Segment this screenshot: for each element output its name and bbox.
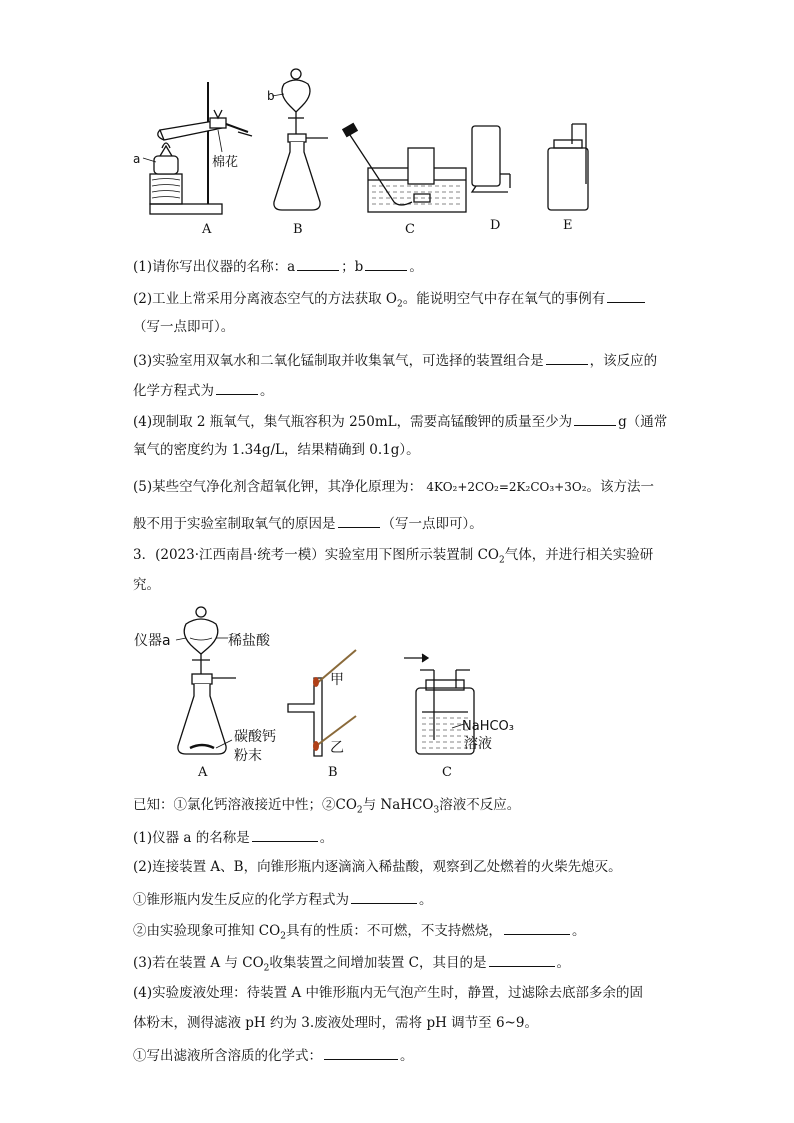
apparatus-d bbox=[472, 126, 510, 192]
label-nahco3: NaHCO₃ bbox=[462, 719, 514, 734]
caption-b: B bbox=[293, 222, 303, 237]
figure1-captions bbox=[130, 218, 610, 242]
q3-part4a: (4)实验废液处理：待装置 A 中锥形瓶内无气泡产生时，静置，过滤除去底部多余的固 bbox=[133, 985, 643, 1001]
blank-q3-2-1 bbox=[351, 889, 417, 904]
q2-part3a: (3)实验室用双氧水和二氧化锰制取并收集氧气，可选择的装置组合是 ，该反应的 bbox=[133, 350, 657, 370]
label-b: b bbox=[267, 89, 275, 103]
blank-q2-5 bbox=[338, 513, 380, 528]
label-acid: 稀盐酸 bbox=[228, 633, 270, 649]
q2-part4a: (4)现制取 2 瓶氧气，集气瓶容积为 250mL，需要高锰酸钾的质量至少为 g（通常 bbox=[133, 411, 667, 431]
label-a: a bbox=[133, 152, 141, 166]
q3-title-line1: 3．(2023·江西南昌·统考一模）实验室用下图所示装置制 $CO_2$气体，并进行相关实验研 bbox=[133, 547, 654, 566]
apparatus-b bbox=[272, 69, 328, 210]
q3-known: 已知：①氯化钙溶液接近中性；$②CO_2$与 NaHCO$_3$溶液不反应。 bbox=[133, 797, 521, 816]
blank-q2-4 bbox=[574, 411, 616, 426]
caption-d: D bbox=[490, 218, 501, 233]
apparatus-e bbox=[548, 124, 588, 210]
figure-apparatus-1 bbox=[130, 62, 610, 242]
q2-part2b: （写一点即可）。 bbox=[133, 319, 235, 335]
q3-title-line2: 究。 bbox=[133, 577, 160, 593]
blank-a bbox=[297, 256, 339, 271]
q3-part2: (2)连接装置 A、B，向锥形瓶内逐滴滴入稀盐酸，观察到乙处燃着的火柴先熄灭。 bbox=[133, 859, 622, 875]
q2-part1: (1)请你写出仪器的名称：a ；b 。 bbox=[133, 256, 423, 276]
blank-q3-3 bbox=[489, 952, 555, 967]
caption-2c: C bbox=[442, 765, 452, 780]
label-instrument-a: 仪器a bbox=[134, 633, 171, 649]
blank-q3-2-2 bbox=[504, 920, 570, 935]
apparatus-c bbox=[343, 124, 466, 212]
q2-part3b: 化学方程式为 。 bbox=[133, 380, 274, 400]
apparatus-2a bbox=[176, 607, 236, 754]
q2-part4b: 氧气的密度约为 1.34g/L，结果精确到 0.1g）。 bbox=[133, 442, 420, 458]
label-jia: 甲 bbox=[330, 672, 344, 688]
blank-q2-3a bbox=[546, 350, 588, 365]
caption-c: C bbox=[405, 222, 415, 237]
blank-q2-2 bbox=[607, 288, 645, 303]
blank-q3-1 bbox=[252, 827, 318, 842]
caption-2b: B bbox=[328, 765, 338, 780]
blank-q3-4-1 bbox=[324, 1045, 398, 1060]
apparatus-a bbox=[143, 82, 252, 214]
apparatus-2b bbox=[288, 650, 356, 756]
q3-part4-1: ①写出滤液所含溶质的化学式： 。 bbox=[133, 1045, 414, 1065]
q3-part1: (1)仪器 a 的名称是 。 bbox=[133, 827, 333, 847]
label-powder2: 粉末 bbox=[234, 748, 262, 764]
blank-q2-3b bbox=[216, 380, 258, 395]
q3-part2-1: ①锥形瓶内发生反应的化学方程式为 。 bbox=[133, 889, 433, 909]
label-solution: 溶液 bbox=[464, 736, 492, 752]
caption-a: A bbox=[202, 222, 212, 237]
label-cotton: 棉花 bbox=[212, 155, 239, 170]
q3-part3: (3)若在装置 A 与 $CO_2$收集装置之间增加装置 C，其目的是 。 bbox=[133, 952, 570, 978]
caption-e: E bbox=[563, 218, 573, 233]
q2-part2: (2)工业上常采用分离液态空气的方法获取 $O_2$。能说明空气中存在氧气的事例有 bbox=[133, 288, 647, 314]
q3-part4b: 体粉末，测得滤液 pH 约为 3.废液处理时，需将 pH 调节至 6~9。 bbox=[133, 1015, 538, 1031]
caption-2a: A bbox=[198, 765, 208, 780]
label-powder1: 碳酸钙 bbox=[234, 729, 276, 745]
equation-ko2: 4KO₂+2CO₂=2K₂CO₃+3O₂ bbox=[426, 480, 587, 494]
q3-part2-2: ②由实验现象可推知 $CO_2$具有的性质：不可燃，不支持燃烧， 。 bbox=[133, 920, 585, 946]
label-yi: 乙 bbox=[330, 740, 344, 756]
figure-apparatus-2 bbox=[130, 600, 550, 780]
q2-part5a: (5)某些空气净化剂含超氧化钾，其净化原理为： 4KO₂+2CO₂=2K₂CO₃+3O₂。该方法一 bbox=[133, 479, 654, 495]
blank-b bbox=[365, 256, 407, 271]
q2-part5b: 般不用于实验室制取氧气的原因是 （写一点即可）。 bbox=[133, 513, 483, 533]
